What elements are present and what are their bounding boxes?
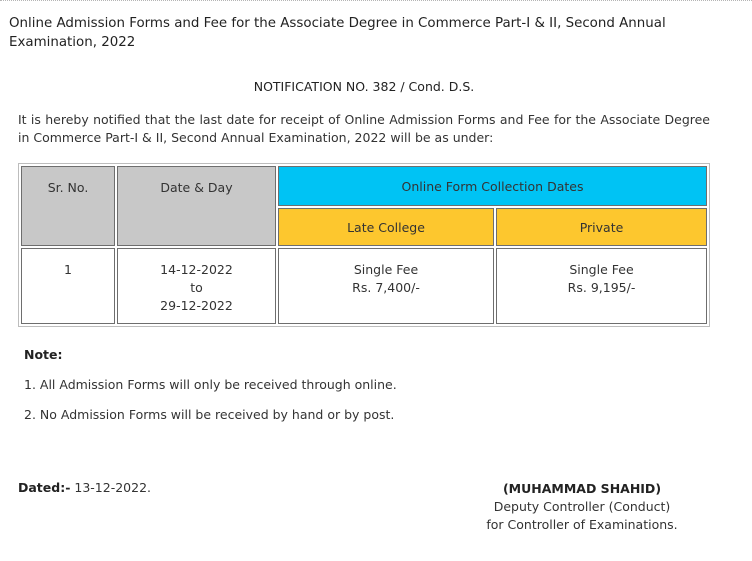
table-header-row (21, 166, 707, 206)
cell-sr-no: 1 (21, 248, 115, 324)
private-fee-amount: Rs. 9,195/- (567, 280, 636, 295)
header-private: Private (496, 208, 707, 246)
cell-date-day (117, 248, 276, 324)
cell-private (496, 248, 707, 324)
signatory-for-line: for Controller of Examinations. (486, 517, 678, 532)
fee-schedule-table (18, 163, 710, 327)
header-sr-no: Sr. No. (21, 166, 115, 246)
signatory-designation: Deputy Controller (Conduct) (493, 499, 671, 514)
note-item: 2. No Admission Forms will be received by hand or by post. (24, 407, 395, 422)
date-to-word: to (190, 280, 203, 295)
intro-paragraph: It is hereby notified that the last date for receipt of Online Admission Forms and Fee for the Associate Degree in Commerce Part-I & II, Second Annual Examination, 2022 will be as under: (18, 112, 710, 145)
dated-value: 13-12-2022. (74, 480, 152, 495)
cell-late-college (278, 248, 494, 324)
late-college-fee-amount: Rs. 7,400/- (352, 280, 420, 295)
private-fee-type: Single Fee (569, 262, 634, 277)
dated-label: Dated:- (18, 480, 71, 495)
late-college-fee-type: Single Fee (353, 262, 419, 277)
header-date-day: Date & Day (117, 166, 276, 246)
top-dotted-divider (0, 0, 752, 1)
note-item: 1. All Admission Forms will only be received through online. (24, 377, 397, 392)
date-to: 29-12-2022 (160, 298, 233, 313)
dated-line (18, 480, 151, 495)
signature-block (430, 480, 734, 534)
date-from: 14-12-2022 (160, 262, 233, 277)
table-row (21, 248, 707, 324)
note-heading: Note: (24, 347, 63, 362)
notification-number: NOTIFICATION NO. 382 / Cond. D.S. (253, 79, 475, 94)
signatory-name: (MUHAMMAD SHAHID) (502, 481, 662, 496)
header-online-form-collection-dates: Online Form Collection Dates (278, 166, 707, 206)
header-late-college: Late College (278, 208, 494, 246)
page-title: Online Admission Forms and Fee for the Associate Degree in Commerce Part-I & II, Second Annual Examination, 2022 (9, 16, 666, 50)
